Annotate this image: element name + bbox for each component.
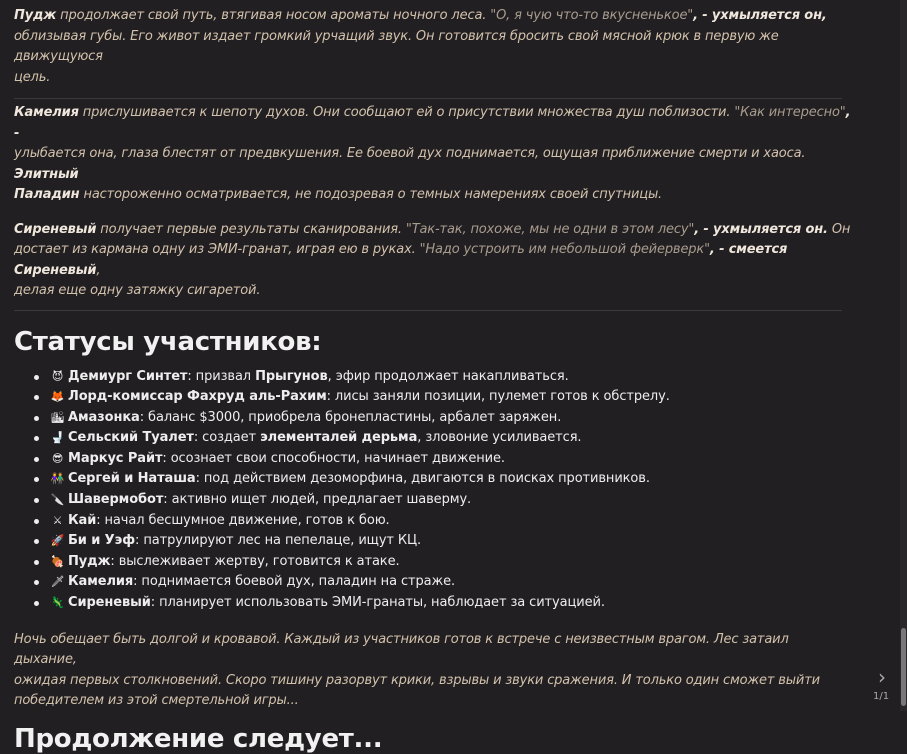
status-item bbox=[14, 387, 854, 408]
participant-name: Би и Уэф bbox=[68, 533, 136, 549]
bullet-dot bbox=[34, 498, 39, 503]
narration-text: , - ухмыляется он. bbox=[694, 221, 828, 237]
status-text: : планирует использовать ЭМИ-гранаты, наблюдает за ситуацией. bbox=[150, 595, 605, 611]
character-name: Камелия bbox=[14, 105, 79, 120]
narration-text: , - bbox=[14, 105, 851, 141]
participant-name: Камелия bbox=[68, 574, 134, 590]
participant-name: Демиург Синтет bbox=[68, 368, 188, 384]
statuses-heading: Статусы участников: bbox=[14, 326, 322, 357]
status-text: : осознает свои способности, начинает движение. bbox=[162, 450, 505, 466]
bullet-dot bbox=[34, 519, 39, 524]
status-emoji-icon: 🚽 bbox=[50, 431, 65, 445]
status-emoji-icon: 🍖 bbox=[50, 554, 65, 568]
narration-text: облизывая губы. Его живот издает громкий урчащий звук. Он готовится бросить свой мясной крюк в первую же движущуюся bbox=[14, 28, 779, 64]
narration-text: настороженно осматривается, не подозревая о темных намерениях своей спутницы. bbox=[79, 187, 663, 202]
participant-name: Сергей и Наташа bbox=[68, 471, 196, 487]
character-name: Элитный bbox=[14, 166, 79, 182]
bullet-dot bbox=[34, 539, 39, 544]
bullet-dot bbox=[34, 560, 39, 565]
status-text: : под действием дезоморфина, двигаются в поисках противников. bbox=[195, 471, 650, 487]
status-emoji-icon: 🦎 bbox=[50, 596, 65, 610]
status-text: , зловоние усиливается. bbox=[417, 430, 582, 446]
message-content bbox=[14, 0, 854, 754]
participant-name: Сиреневый bbox=[68, 595, 151, 611]
narration-text: достает из кармана одну из ЭМИ-гранат, играя ею в руках. bbox=[14, 242, 420, 257]
status-text: : призвал bbox=[187, 368, 256, 384]
bullet-dot bbox=[34, 457, 39, 462]
scrollbar-thumb[interactable] bbox=[901, 628, 906, 706]
participant-name: Лорд-комиссар Фахруд аль-Рахим bbox=[68, 389, 327, 405]
story-paragraph-pudge bbox=[14, 6, 854, 88]
narration-text: продолжает свой путь, втягивая носом ароматы ночного леса. bbox=[56, 8, 491, 23]
narration-text: делая еще одну затяжку сигаретой. bbox=[14, 283, 261, 298]
bullet-dot bbox=[34, 601, 39, 606]
to-be-continued-heading: Продолжение следует... bbox=[14, 723, 383, 754]
participant-name: Амазонка bbox=[68, 409, 140, 425]
status-emoji-icon: ⚔ bbox=[52, 513, 63, 527]
character-name: Паладин bbox=[14, 187, 80, 202]
narration-text: получает первые результаты сканирования. bbox=[96, 221, 406, 237]
narration-text: , - ухмыляется он, bbox=[693, 8, 827, 23]
quote-text: "Надо устроить им небольшой фейерверк" bbox=[419, 242, 710, 257]
status-text: : начал бесшумное движение, готов к бою. bbox=[96, 512, 390, 528]
participant-name: Сельский Туалет bbox=[68, 430, 194, 446]
status-list bbox=[14, 367, 854, 614]
status-text: , эфир продолжает накапливаться. bbox=[327, 368, 569, 384]
bullet-dot bbox=[34, 436, 39, 441]
status-item bbox=[14, 552, 854, 573]
narration-text: , bbox=[96, 262, 101, 278]
status-text: : создает bbox=[193, 430, 261, 446]
character-name: Сиреневый bbox=[14, 221, 97, 237]
participant-name: Шавермобот bbox=[68, 492, 164, 508]
status-item bbox=[14, 469, 854, 490]
narration-text: прислушивается к шепоту духов. Они сообщают ей о присутствии множества душ поблизости. bbox=[78, 105, 735, 120]
story-paragraph-sirenevy bbox=[14, 220, 854, 302]
status-emoji-icon: 🔪 bbox=[50, 493, 65, 507]
status-item bbox=[14, 449, 854, 470]
character-name: Пудж bbox=[14, 8, 57, 23]
quote-text: "О, я чую что-то вкусненькое" bbox=[490, 8, 694, 23]
status-text: : выслеживает жертву, готовится к атаке. bbox=[110, 553, 400, 569]
narration-text: ожидая первых столкновений. Скоро тишину разорвут крики, взрывы и звуки сражения. И только один сможет выйти bbox=[14, 672, 820, 688]
status-text: : активно ищет людей, предлагает шаверму. bbox=[163, 492, 472, 508]
status-emoji-icon: 😎 bbox=[51, 451, 64, 465]
status-emoji-icon: 👫 bbox=[50, 472, 65, 486]
status-emoji-icon: 🗡 bbox=[50, 575, 65, 589]
narration-text: победителем из этой смертельной игры... bbox=[14, 693, 299, 709]
status-item bbox=[14, 593, 854, 614]
narration-text: улыбается она, глаза блестят от предвкушения. Ее боевой дух поднимается, ощущая приближение смерти и хаоса. bbox=[14, 146, 806, 161]
story-outro-paragraph bbox=[14, 630, 854, 712]
status-text: : баланс $3000, приобрела бронепластины, арбалет заряжен. bbox=[139, 409, 562, 425]
character-name: Сиреневый bbox=[14, 262, 97, 278]
status-item bbox=[14, 367, 854, 388]
participant-name: Маркус Райт bbox=[68, 450, 163, 466]
quote-text: "Как интересно" bbox=[734, 105, 846, 120]
narration-text: цель. bbox=[14, 69, 51, 85]
bullet-dot bbox=[34, 416, 39, 421]
swipe-counter: 1/1 bbox=[873, 691, 890, 702]
status-item bbox=[14, 572, 854, 593]
participant-name: Кай bbox=[68, 512, 97, 528]
bullet-dot bbox=[34, 375, 39, 380]
status-emoji-icon: 🦊 bbox=[50, 390, 65, 404]
status-text: : поднимается боевой дух, паладин на страже. bbox=[133, 574, 456, 590]
status-highlight: Прыгунов bbox=[255, 368, 328, 384]
status-item bbox=[14, 490, 854, 511]
status-emoji-icon: 🏙 bbox=[50, 410, 65, 424]
status-emoji-icon: 😈 bbox=[51, 369, 64, 383]
scrollbar-track[interactable] bbox=[900, 0, 907, 711]
status-highlight: элементалей дерьма bbox=[260, 430, 418, 446]
chevron-right-icon[interactable]: › bbox=[878, 665, 886, 689]
status-item bbox=[14, 408, 854, 429]
status-text: : патрулируют лес на пепелаце, ищут КЦ. bbox=[135, 533, 422, 549]
status-emoji-icon: 🚀 bbox=[50, 534, 65, 548]
story-paragraph-camelia bbox=[14, 103, 854, 206]
status-item bbox=[14, 531, 854, 552]
bullet-dot bbox=[34, 580, 39, 585]
bullet-dot bbox=[34, 477, 39, 482]
bullet-dot bbox=[34, 395, 39, 400]
participant-name: Пудж bbox=[68, 553, 111, 569]
quote-text: "Так-так, похоже, мы не одни в этом лесу" bbox=[405, 221, 695, 237]
status-item bbox=[14, 511, 854, 532]
status-text: : лисы заняли позиции, пулемет готов к обстрелу. bbox=[326, 389, 670, 405]
status-item bbox=[14, 428, 854, 449]
narration-text: , - смеется bbox=[709, 242, 788, 257]
narration-text: Он bbox=[827, 221, 851, 237]
narration-text: Ночь обещает быть долгой и кровавой. Каждый из участников готов к встрече с неизвестным врагом. Лес затаил дыхание, bbox=[14, 631, 789, 668]
